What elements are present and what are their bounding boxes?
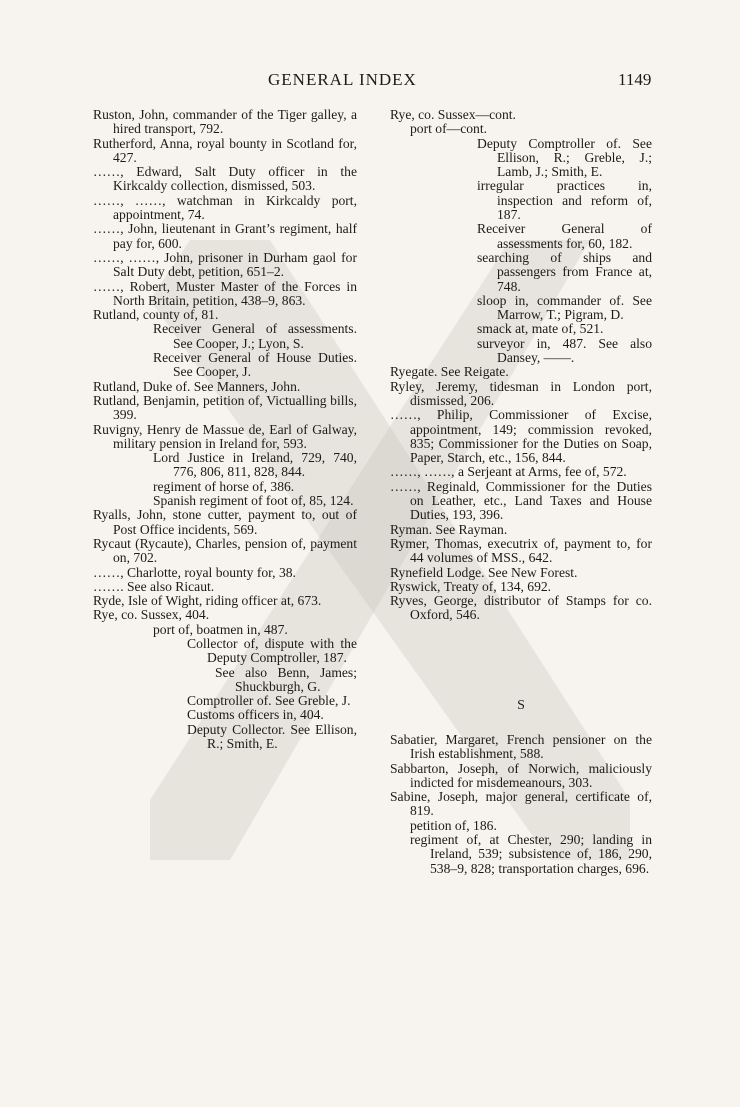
- index-entry: Rye, co. Sussex—cont.: [390, 107, 516, 122]
- index-entry: Rutland, Duke of. See Manners, John.: [93, 378, 301, 394]
- index-entry: Ryley, Jeremy, tidesman in London port, dismissed, 206.: [390, 378, 652, 408]
- index-entry: See also Benn, James; Shuckburgh, G.: [215, 664, 357, 694]
- index-entry: regiment of horse of, 386.: [153, 478, 295, 494]
- index-entry: Ryman. See Rayman.: [390, 521, 508, 537]
- index-entry: surveyor in, 487. See also Dansey, ——.: [477, 335, 652, 366]
- page-number: 1149: [618, 70, 652, 89]
- index-entry: Customs officers in, 404.: [187, 707, 324, 723]
- right-entries-s: [390, 733, 652, 876]
- index-entry: Deputy Comptroller of. See Ellison, R.; Greble, J.; Lamb, J.; Smith, E.: [477, 135, 652, 180]
- index-entry: Sabine, Joseph, major general, certificate of, 819.: [390, 789, 652, 819]
- index-entry: Sabatier, Margaret, French pensioner on the Irish establishment, 588.: [390, 731, 652, 762]
- index-entry: ……, Philip, Commissioner of Excise, appointment, 149; commission revoked, 835; Commissioner for the Duties on Soap, Paper, Starch, etc., 156, 844.: [390, 407, 652, 466]
- running-title: GENERAL INDEX: [268, 70, 417, 89]
- section-letter: S: [517, 697, 525, 713]
- page-header: [0, 70, 740, 94]
- index-entry: Spanish regiment of foot of, 85, 124.: [153, 493, 354, 509]
- index-entry: Ryswick, Treaty of, 134, 692.: [390, 578, 552, 594]
- index-entry: ……, Reginald, Commissioner for the Duties on Leather, etc., Land Taxes and House Duties, 193, 396.: [390, 478, 652, 523]
- index-entry: Rynefield Lodge. See New Forest.: [390, 564, 578, 580]
- index-entry: Comptroller of. See Greble, J.: [187, 693, 351, 709]
- index-entry: Lord Justice in Ireland, 729, 740, 776, 806, 811, 828, 844.: [153, 450, 357, 480]
- index-entry: ……, Edward, Salt Duty officer in the Kirkcaldy collection, dismissed, 503.: [93, 164, 357, 194]
- index-entry: port of—cont.: [410, 121, 488, 137]
- index-entry: Collector of, dispute with the Deputy Comptroller, 187.: [187, 635, 357, 666]
- index-entry: Ryegate. See Reigate.: [390, 364, 509, 380]
- index-entry: port of, boatmen in, 487.: [153, 621, 288, 637]
- index-entry: ……, John, lieutenant in Grant’s regiment, half pay for, 600.: [93, 221, 357, 251]
- index-entry: Ryde, Isle of Wight, riding officer at, 673.: [93, 593, 322, 609]
- index-entry: Rycaut (Rycaute), Charles, pension of, payment on, 702.: [93, 535, 357, 566]
- index-entry: sloop in, commander of. See Marrow, T.; Pigram, D.: [477, 292, 652, 323]
- index-entry: ……, ……, a Serjeant at Arms, fee of, 572.: [390, 464, 627, 480]
- index-entry: Rutland, Benjamin, petition of, Victualling bills, 399.: [93, 392, 357, 423]
- index-entry: ……, Robert, Muster Master of the Forces in North Britain, petition, 438–9, 863.: [93, 278, 357, 308]
- index-entry: regiment of, at Chester, 290; landing in Ireland, 539; subsistence of, 186, 290, 538–9, 828; transportation charges, 696.: [410, 832, 652, 876]
- index-entry: Ryves, George, distributor of Stamps for co. Oxford, 546.: [390, 593, 652, 623]
- index-entry: Deputy Collector. See Ellison, R.; Smith, E.: [187, 721, 357, 752]
- index-entry: Rye, co. Sussex, 404.: [93, 607, 210, 623]
- index-entry: petition of, 186.: [410, 817, 497, 833]
- index-entry: Ruvigny, Henry de Massue de, Earl of Galway, military pension in Ireland for, 593.: [93, 421, 357, 451]
- index-entry: searching of ships and passengers from France at, 748.: [477, 249, 652, 294]
- index-entry: Rutherford, Anna, royal bounty in Scotland for, 427.: [93, 135, 357, 165]
- index-entry: irregular practices in, inspection and reform of, 187.: [477, 178, 652, 223]
- index-entry: ……, ……, watchman in Kirkcaldy port, appointment, 74.: [93, 192, 357, 223]
- index-entry: Ruston, John, commander of the Tiger galley, a hired transport, 792.: [93, 107, 357, 137]
- index-entry: smack at, mate of, 521.: [477, 321, 604, 337]
- index-entry: ……, Charlotte, royal bounty for, 38.: [93, 564, 296, 580]
- right-entries: [390, 108, 652, 623]
- index-entry: Ryalls, John, stone cutter, payment to, out of Post Office incidents, 569.: [93, 507, 357, 537]
- index-entry: Receiver General of assessments for, 60, 182.: [477, 221, 652, 251]
- index-entry: Rymer, Thomas, executrix of, payment to, for 44 volumes of MSS., 642.: [390, 535, 652, 566]
- index-entry: Sabbarton, Joseph, of Norwich, maliciously indicted for misdemeanours, 303.: [390, 760, 652, 790]
- right-column: [390, 108, 652, 876]
- left-column: [93, 108, 357, 751]
- index-entry: Receiver General of House Duties. See Cooper, J.: [153, 350, 357, 380]
- index-entry: Rutland, county of, 81.: [93, 307, 219, 323]
- index-entry: ……. See also Ricaut.: [93, 578, 215, 594]
- index-entry: Receiver General of assessments. See Cooper, J.; Lyon, S.: [153, 321, 357, 351]
- index-entry: ……, ……, John, prisoner in Durham gaol for Salt Duty debt, petition, 651–2.: [93, 249, 357, 280]
